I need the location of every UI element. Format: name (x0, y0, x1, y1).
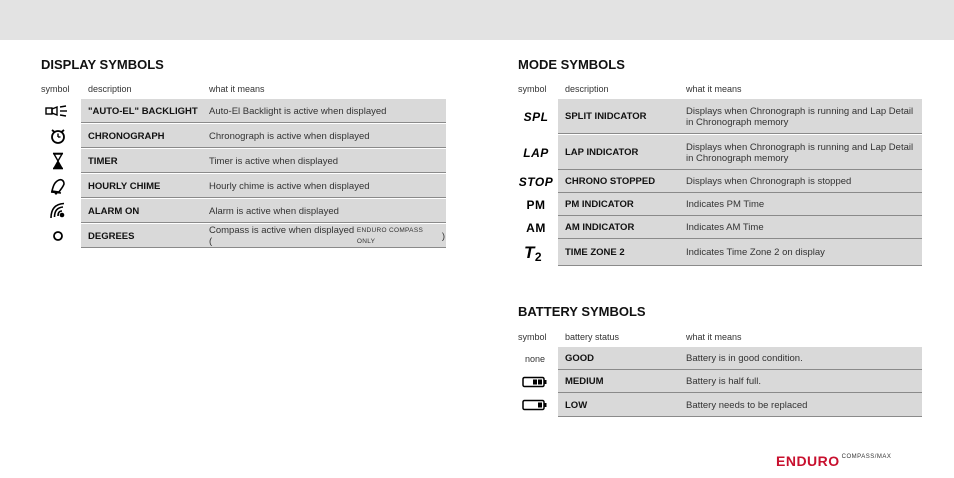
backlight-icon (41, 99, 75, 123)
table-row (518, 370, 922, 393)
logo-sub: COMPASS/MAX (841, 454, 892, 460)
table-row (41, 99, 446, 123)
row-meaning: Indicates AM Time (686, 222, 764, 233)
row-meaning: Displays when Chronograph is stopped (686, 176, 852, 187)
alarm-signal-icon (41, 199, 75, 223)
battery-none-label: none (524, 353, 546, 364)
spl-symbol: SPL (523, 109, 549, 124)
enduro-compass-only-note: ENDURO COMPASS ONLY (356, 227, 424, 245)
table-row (518, 193, 922, 216)
row-name: CHRONO STOPPED (565, 176, 656, 187)
lap-symbol: LAP (523, 145, 549, 160)
row-name: MEDIUM (565, 376, 604, 387)
enduro-logo (776, 454, 891, 468)
row-name: SPLIT INIDCATOR (565, 111, 647, 122)
display-col-meaning: what it means (209, 84, 265, 94)
row-meaning: Indicates PM Time (686, 199, 765, 210)
battery-col-symbol: symbol (518, 332, 547, 342)
hourglass-icon (41, 149, 75, 173)
table-row (41, 224, 446, 248)
table-row (518, 170, 922, 193)
display-col-description: description (88, 84, 132, 94)
battery-low-icon (518, 393, 552, 417)
display-col-symbol: symbol (41, 84, 70, 94)
table-row (41, 124, 446, 148)
display-symbols-title: DISPLAY SYMBOLS (41, 57, 164, 72)
battery-col-status: battery status (565, 332, 620, 342)
table-row (518, 216, 922, 239)
row-name: CHRONOGRAPH (88, 130, 165, 142)
row-name: DEGREES (88, 230, 135, 242)
row-meaning: Displays when Chronograph is running and Lap Detail in Chronograph memory (686, 141, 914, 164)
table-row (518, 239, 922, 266)
degree-circle-icon (41, 224, 75, 248)
row-meaning: Displays when Chronograph is running and Lap Detail in Chronograph memory (686, 105, 914, 128)
header-band (0, 0, 954, 40)
row-meaning: Compass is active when displayed ( ENDURO COMPASS ONLY ) (209, 225, 445, 247)
table-row (41, 199, 446, 223)
row-meaning: Auto-El Backlight is active when displayed (209, 105, 387, 117)
row-meaning: Indicates Time Zone 2 on display (686, 247, 825, 258)
row-meaning: Chronograph is active when displayed (209, 130, 370, 142)
table-row (518, 99, 922, 134)
table-row (41, 174, 446, 198)
row-name: PM INDICATOR (565, 199, 634, 210)
stop-symbol: STOP (518, 174, 554, 189)
row-meaning: Hourly chime is active when displayed (209, 180, 370, 192)
row-name: GOOD (565, 353, 595, 364)
row-name: TIMER (88, 155, 118, 167)
table-row (41, 149, 446, 173)
row-meaning: Battery needs to be replaced (686, 399, 808, 411)
time-zone-2-symbol: T 2 (523, 242, 543, 264)
table-row (518, 135, 922, 170)
table-row (518, 347, 922, 370)
row-meaning: Alarm is active when displayed (209, 205, 339, 217)
battery-half-icon (518, 370, 552, 393)
row-name: LAP INDICATOR (565, 147, 639, 158)
row-name: HOURLY CHIME (88, 180, 161, 192)
mode-col-symbol: symbol (518, 84, 547, 94)
row-meaning: Battery is in good condition. (686, 353, 803, 364)
row-name: TIME ZONE 2 (565, 247, 625, 258)
pm-symbol: PM (526, 197, 546, 212)
mode-col-meaning: what it means (686, 84, 742, 94)
mode-symbols-title: MODE SYMBOLS (518, 57, 625, 72)
row-name: LOW (565, 399, 588, 411)
row-name: ALARM ON (88, 205, 140, 217)
battery-col-meaning: what it means (686, 332, 742, 342)
table-row (518, 393, 922, 417)
row-meaning: Timer is active when displayed (209, 155, 339, 167)
row-name: "AUTO-EL" BACKLIGHT (88, 105, 198, 117)
battery-symbols-title: BATTERY SYMBOLS (518, 304, 646, 319)
mode-col-description: description (565, 84, 609, 94)
stopwatch-icon (41, 124, 75, 148)
logo-brand: ENDURO (776, 453, 840, 469)
row-name: AM INDICATOR (565, 222, 635, 233)
am-symbol: AM (526, 220, 546, 235)
row-meaning: Battery is half full. (686, 376, 761, 387)
bell-icon (41, 174, 75, 198)
